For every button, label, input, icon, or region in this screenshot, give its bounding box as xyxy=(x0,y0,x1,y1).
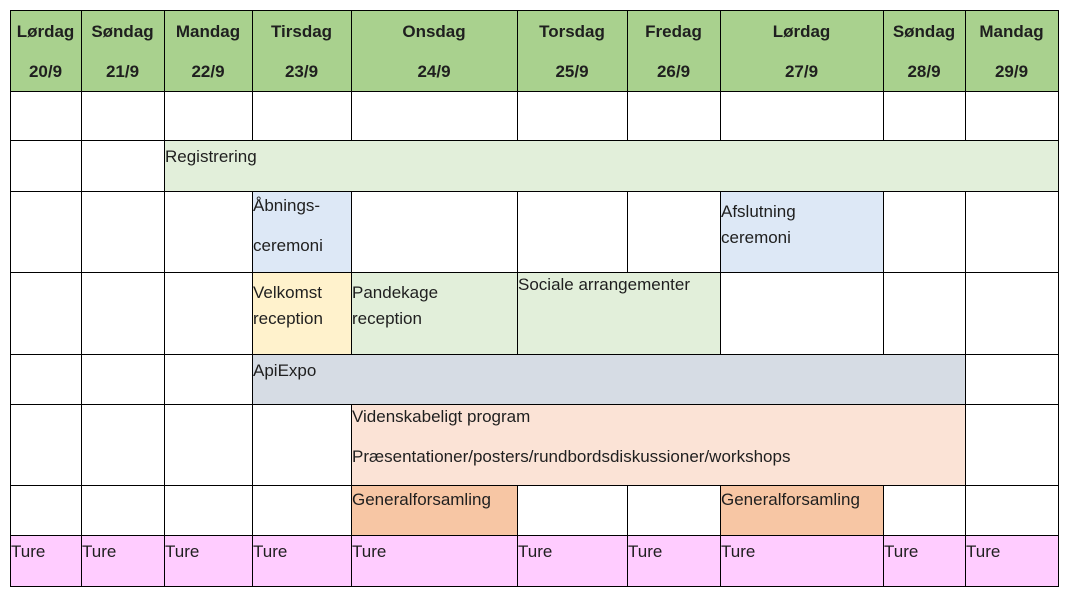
event-label-2: ceremoni xyxy=(253,236,323,255)
header-day: Søndag xyxy=(892,22,956,41)
event-ture-1 xyxy=(10,535,81,586)
header-date: 24/9 xyxy=(417,62,451,81)
grid-line-vertical xyxy=(1058,404,1059,486)
grid-line-vertical xyxy=(351,404,352,486)
grid-line-vertical xyxy=(720,535,721,587)
grid-line-vertical xyxy=(1058,272,1059,355)
grid-line-vertical xyxy=(351,10,352,92)
grid-line-vertical xyxy=(517,10,518,92)
header-day: Lørdag xyxy=(772,22,831,41)
header-date: 23/9 xyxy=(284,62,319,81)
grid-line-vertical xyxy=(81,191,82,273)
grid-line-vertical xyxy=(1058,535,1059,587)
grid-line-vertical xyxy=(252,91,253,141)
event-velkomst-reception xyxy=(252,272,351,354)
event-label: Sociale arrangementer xyxy=(518,275,690,294)
grid-line-horizontal xyxy=(10,535,1059,536)
grid-line-vertical xyxy=(1058,140,1059,192)
grid-line-vertical xyxy=(164,191,165,273)
grid-line-vertical xyxy=(965,404,966,486)
grid-line-horizontal xyxy=(10,191,1059,192)
header-date: 26/9 xyxy=(656,62,691,81)
event-label: Ture xyxy=(165,542,200,561)
grid-line-vertical xyxy=(517,91,518,141)
grid-line-vertical xyxy=(164,272,165,355)
grid-line-vertical xyxy=(965,10,966,92)
event-ture-2 xyxy=(81,535,164,586)
event-label: Videnskabeligt program xyxy=(352,407,531,426)
header-day: Mandag xyxy=(175,22,241,41)
header-date: 22/9 xyxy=(191,62,225,81)
header-cell-3 xyxy=(252,10,351,91)
header-cell-6 xyxy=(627,10,720,91)
header-cell-8 xyxy=(883,10,965,91)
grid-line-vertical xyxy=(81,535,82,587)
grid-line-vertical xyxy=(627,485,628,536)
event-label: Generalforsamling xyxy=(352,490,491,509)
header-cell-7 xyxy=(720,10,883,91)
grid-line-vertical xyxy=(252,191,253,273)
grid-line-vertical xyxy=(10,272,11,355)
event-generalforsamling-2 xyxy=(720,485,883,535)
event-ture-3 xyxy=(164,535,252,586)
grid-line-vertical xyxy=(627,91,628,141)
grid-line-vertical xyxy=(252,404,253,486)
header-day: Lørdag xyxy=(16,22,75,41)
grid-line-vertical xyxy=(351,272,352,355)
grid-line-vertical xyxy=(720,272,721,355)
event-ture-9 xyxy=(883,535,965,586)
header-date: 21/9 xyxy=(105,62,140,81)
grid-line-vertical xyxy=(351,535,352,587)
grid-line-vertical xyxy=(81,10,82,92)
event-sociale-arrangementer xyxy=(517,272,720,354)
grid-line-vertical xyxy=(81,140,82,192)
grid-line-vertical xyxy=(883,91,884,141)
grid-line-vertical xyxy=(164,91,165,141)
grid-line-horizontal xyxy=(10,485,1059,486)
header-date: 28/9 xyxy=(907,62,941,81)
grid-line-horizontal xyxy=(10,91,1059,92)
grid-line-vertical xyxy=(10,140,11,192)
header-day: Mandag xyxy=(979,22,1044,41)
grid-line-vertical xyxy=(1058,91,1059,141)
header-date: 20/9 xyxy=(28,62,63,81)
grid-line-vertical xyxy=(10,404,11,486)
grid-line-vertical xyxy=(883,485,884,536)
grid-line-vertical xyxy=(965,272,966,355)
grid-line-vertical xyxy=(10,535,11,587)
event-label: Velkomst xyxy=(253,283,322,302)
grid-line-vertical xyxy=(883,272,884,355)
event-ture-8 xyxy=(720,535,883,586)
grid-line-vertical xyxy=(965,191,966,273)
grid-line-vertical xyxy=(164,404,165,486)
grid-line-horizontal xyxy=(10,404,1059,405)
grid-line-vertical xyxy=(965,91,966,141)
event-label: Afslutning xyxy=(721,202,796,221)
grid-line-vertical xyxy=(10,354,11,405)
event-registrering xyxy=(164,140,1058,191)
grid-line-vertical xyxy=(351,191,352,273)
header-day: Torsdag xyxy=(539,22,605,41)
grid-line-vertical xyxy=(252,535,253,587)
grid-line-vertical xyxy=(164,485,165,536)
event-label: Ture xyxy=(82,542,117,561)
event-label: Ture xyxy=(518,542,553,561)
grid-line-vertical xyxy=(351,91,352,141)
grid-line-vertical xyxy=(1058,191,1059,273)
grid-line-vertical xyxy=(252,272,253,355)
event-label: Ture xyxy=(966,542,1001,561)
header-cell-4 xyxy=(351,10,517,91)
grid-line-horizontal xyxy=(10,586,1059,587)
grid-line-horizontal xyxy=(10,272,1059,273)
grid-line-horizontal xyxy=(10,140,1059,141)
event-apiexpo xyxy=(252,354,965,404)
header-cell-1 xyxy=(81,10,164,91)
event-label: Pandekage xyxy=(352,283,439,302)
grid-line-vertical xyxy=(81,354,82,405)
grid-line-vertical xyxy=(627,10,628,92)
grid-line-vertical xyxy=(252,354,253,405)
grid-line-vertical xyxy=(883,535,884,587)
event-afslutning-ceremoni xyxy=(720,191,883,272)
event-ture-7 xyxy=(627,535,720,586)
grid-line-vertical xyxy=(720,485,721,536)
event-aabningsceremoni xyxy=(252,191,351,272)
header-cell-9 xyxy=(965,10,1058,91)
grid-line-vertical xyxy=(252,485,253,536)
header-date: 27/9 xyxy=(784,62,819,81)
grid-line-vertical xyxy=(965,535,966,587)
event-ture-10 xyxy=(965,535,1058,586)
event-label: Ture xyxy=(253,542,288,561)
grid-line-vertical xyxy=(164,535,165,587)
grid-line-vertical xyxy=(627,191,628,273)
grid-line-vertical xyxy=(1058,485,1059,536)
grid-line-vertical xyxy=(965,354,966,405)
event-label: Ture xyxy=(11,542,46,561)
event-label-2: Præsentationer/posters/rundbordsdiskussioner/workshops xyxy=(352,447,791,466)
grid-line-vertical xyxy=(1058,354,1059,405)
grid-line-vertical xyxy=(720,91,721,141)
header-cell-2 xyxy=(164,10,252,91)
grid-line-vertical xyxy=(164,10,165,92)
event-label-2: reception xyxy=(352,309,422,328)
event-label: Generalforsamling xyxy=(721,490,860,509)
event-label: Åbnings- xyxy=(253,196,321,215)
event-ture-6 xyxy=(517,535,627,586)
grid-line-vertical xyxy=(81,404,82,486)
event-ture-5 xyxy=(351,535,517,586)
grid-line-vertical xyxy=(81,485,82,536)
grid-line-vertical xyxy=(627,535,628,587)
header-date: 29/9 xyxy=(994,62,1029,81)
grid-line-vertical xyxy=(720,10,721,92)
grid-line-horizontal xyxy=(10,354,1059,355)
header-day: Søndag xyxy=(91,22,154,41)
event-label: Ture xyxy=(628,542,663,561)
event-label: Registrering xyxy=(165,147,257,166)
grid-line-vertical xyxy=(720,191,721,273)
header-day: Tirsdag xyxy=(270,22,333,41)
grid-line-vertical xyxy=(81,91,82,141)
grid-line-vertical xyxy=(965,485,966,536)
grid-line-vertical xyxy=(517,535,518,587)
event-label: Ture xyxy=(884,542,919,561)
event-label: Ture xyxy=(352,542,387,561)
grid-line-vertical xyxy=(883,10,884,92)
grid-line-vertical xyxy=(10,91,11,141)
grid-line-vertical xyxy=(351,485,352,536)
grid-line-vertical xyxy=(10,10,11,92)
grid-line-vertical xyxy=(883,191,884,273)
header-date: 25/9 xyxy=(555,62,589,81)
grid-line-vertical xyxy=(81,272,82,355)
event-label-2: reception xyxy=(253,309,323,328)
event-label: Ture xyxy=(721,542,756,561)
header-cell-0 xyxy=(10,10,81,91)
grid-line-vertical xyxy=(10,191,11,273)
event-ture-4 xyxy=(252,535,351,586)
grid-line-vertical xyxy=(517,485,518,536)
event-videnskabeligt-program xyxy=(351,404,965,485)
header-day: Fredag xyxy=(645,22,702,41)
event-generalforsamling-1 xyxy=(351,485,517,535)
header-day: Onsdag xyxy=(402,22,466,41)
grid-line-horizontal xyxy=(10,10,1059,11)
header-cell-5 xyxy=(517,10,627,91)
grid-line-vertical xyxy=(10,485,11,536)
grid-line-vertical xyxy=(517,191,518,273)
event-label: ApiExpo xyxy=(253,361,317,380)
grid-line-vertical xyxy=(517,272,518,355)
grid-line-vertical xyxy=(1058,10,1059,92)
grid-line-vertical xyxy=(252,10,253,92)
grid-line-vertical xyxy=(164,354,165,405)
event-pandekage-reception xyxy=(351,272,517,354)
event-label-2: ceremoni xyxy=(721,228,791,247)
grid-line-vertical xyxy=(164,140,165,192)
